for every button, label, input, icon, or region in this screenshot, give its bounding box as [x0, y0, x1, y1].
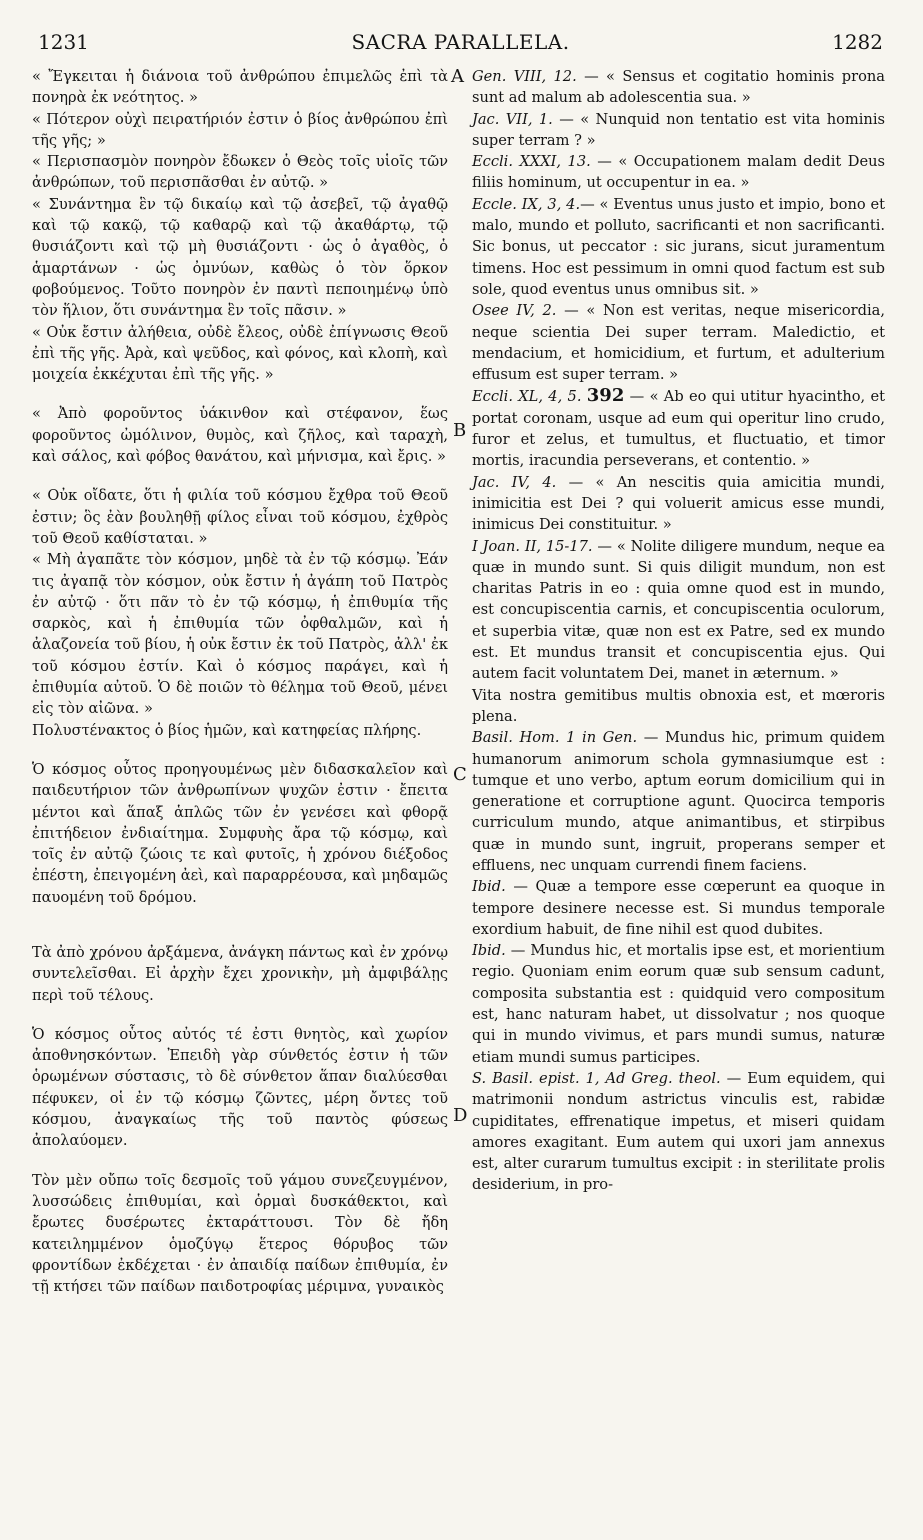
latin-paragraph [472, 109, 885, 152]
greek-paragraph: « Πότερον οὐχὶ πειρατήριόν ἐστιν ὁ βίος ἀνθρώπου ἐπὶ τῆς γῆς; » [32, 110, 448, 149]
page-number-right: 1282 [832, 30, 883, 54]
latin-text: — « Nunquid non tentatio est vita hominis super terram ? » [472, 110, 885, 149]
margin-mark-c: C [453, 764, 467, 785]
latin-text: — Mundus hic, primum quidem humanorum animorum schola gymnasiumque est : tumque et uno verbo, aptum eorum domicilium qui in generatione et corruptione agunt. Quocirca temporis curriculum mundo, atque animantibus, et stirpibus quæ in mundo sunt, ingruit, properans semper et effluens, nec unquam currendi finem faciens. [472, 729, 885, 874]
scripture-reference: Eccle. IX, 3, 4. [472, 195, 581, 213]
greek-column [32, 66, 448, 1297]
latin-paragraph [472, 685, 885, 728]
greek-paragraph: Ὁ κόσμος οὗτος προηγουμένως μὲν διδασκαλεῖον καὶ παιδευτήριον τῶν ἀνθρωπίνων ψυχῶν ἐστιν · ἔπειτα μέντοι καὶ ἅπαξ ἁπλῶς τῶν ἐν γενέσει καὶ φθορᾷ ἐπιτήδειον ἐνδιαίτημα. Συμφυὴς ἄρα τῷ κόσμῳ, καὶ τοῖς ἐν αὐτῷ ζώοις τε καὶ φυτοῖς, ἡ χρόνου διέξοδος ἐπέστη, ἐπειγομένη ἀεὶ, καὶ παραρρέουσα, καὶ μηδαμῶς παυομένη τοῦ δρόμου. [32, 760, 448, 906]
latin-paragraph [472, 300, 885, 385]
greek-paragraph: Τὰ ἀπὸ χρόνου ἀρξάμενα, ἀνάγκη πάντως καὶ ἐν χρόνῳ συντελεῖσθαι. Εἰ ἀρχὴν ἔχει χρονικὴν, μὴ ἀμφιβάλῃς περὶ τοῦ τέλους. [32, 943, 448, 1004]
margin-mark-a: A [451, 66, 464, 87]
scripture-reference: Basil. Hom. 1 in Gen. [472, 729, 638, 747]
scripture-reference: Ibid. [472, 878, 506, 896]
page-header [38, 30, 883, 60]
page-number-left: 1231 [38, 30, 89, 54]
scripture-reference: S. Basil. epist. 1, Ad Greg. theol. [472, 1069, 721, 1087]
latin-paragraph [472, 536, 885, 685]
latin-column [472, 66, 885, 1196]
scripture-reference: Ibid. [472, 942, 506, 960]
latin-text: — « Nolite diligere mundum, neque ea quæ in mundo sunt. Si quis diligit mundum, non est charitas Patris in eo : quia omne quod est in mundo, est concupiscentia carnis, et concupiscentia oculorum, et superbia vitæ, quæ non est ex Patre, sed ex mundo est. Et mundus transit et concupiscentia ejus. Qui autem facit voluntatem Dei, manet in æternum. » [472, 537, 885, 683]
scripture-reference: Gen. VIII, 12. [472, 68, 577, 85]
latin-text: — « Non est veritas, neque misericordia, neque scientia Dei super terram. Maledictio, et mendacium, et homicidium, et furtum, et adulterium effusum est super terram. » [472, 302, 885, 384]
greek-paragraph: « Οὐκ οἴδατε, ὅτι ἡ φιλία τοῦ κόσμου ἔχθρα τοῦ Θεοῦ ἐστιν; ὃς ἐὰν βουληθῇ φίλος εἶναι τοῦ κόσμου, ἐχθρὸς τοῦ Θεοῦ καθίσταται. » [32, 487, 448, 547]
scripture-reference: Osee IV, 2. [472, 302, 557, 320]
greek-paragraph: Πολυστένακτος ὁ βίος ἡμῶν, καὶ κατηφείας πλήρης. [32, 721, 422, 739]
latin-text: — « Ab eo qui utitur hyacintho, et portat coronam, usque ad eum qui operitur lino crudo, furor et zelus, et tumultus, et fluctuatio, et timor mortis, iracundia perseverans, et contentio. » [472, 388, 885, 470]
greek-paragraph: « Μὴ ἀγαπᾶτε τὸν κόσμον, μηδὲ τὰ ἐν τῷ κόσμῳ. Ἐάν τις ἀγαπᾷ τὸν κόσμον, οὐκ ἔστιν ἡ ἀγάπη τοῦ Πατρὸς ἐν αὐτῷ · ὅτι πᾶν τὸ ἐν τῷ κόσμῳ, ἡ ἐπιθυμία τῆς σαρκὸς, καὶ ἡ ἐπιθυμία τῶν ὀφθαλμῶν, καὶ ἡ ἀλαζονεία τοῦ βίου, ἡ οὐκ ἔστιν ἐκ τοῦ Πατρὸς, ἀλλ' ἐκ τοῦ κόσμου ἐστίν. Καὶ ὁ κόσμος παράγει, καὶ ἡ ἐπιθυμία αὐτοῦ. Ὁ δὲ ποιῶν τὸ θέλημα τοῦ Θεοῦ, μένει εἰς τὸν αἰῶνα. » [32, 551, 448, 718]
margin-mark-b: B [453, 420, 467, 441]
latin-paragraph [472, 940, 885, 1068]
latin-text: — « Occupationem malam dedit Deus filiis hominum, ut occupentur in ea. » [472, 153, 885, 192]
latin-paragraph [472, 727, 885, 876]
greek-paragraph: « Ἀπὸ φοροῦντος ὑάκινθον καὶ στέφανον, ἕως φοροῦντος ὠμόλινον, θυμὸς, καὶ ζῆλος, καὶ ταραχὴ, καὶ σάλος, καὶ φόβος θανάτου, καὶ μήνισμα, καὶ ἔρις. » [32, 405, 448, 466]
latin-text: Vita nostra gemitibus multis obnoxia est, et mœroris plena. [472, 686, 885, 725]
column-number: 392 [586, 385, 625, 407]
latin-text: — « An nescitis quia amicitia mundi, inimicitia est Dei ? qui voluerit amicus esse mundi, inimicus Dei constituitur. » [472, 473, 885, 534]
latin-paragraph [472, 151, 885, 194]
latin-text: — Mundus hic, et mortalis ipse est, et morientium regio. Quoniam enim eorum quæ sub sensum cadunt, composita substantia est : quidquid vero compositum est, hanc naturam habet, ut dissolvatur ; nos quoque qui in mundo vivimus, et pars mundi sumus, naturæ etiam mundi sumus participes. [472, 942, 885, 1066]
latin-text: — Eum equidem, qui matrimonii nondum astrictus vinculis est, rabidæ cupiditates, effrenatique impetus, et miseri quidam amores exagitant. Eum autem qui uxori jam annexus est, alter curarum tumultus excipit : in sterilitate prolis desiderium, in pro- [472, 1069, 885, 1194]
latin-paragraph [472, 876, 885, 940]
latin-paragraph [472, 1068, 885, 1196]
latin-text: — Quæ a tempore esse cœperunt ea quoque in tempore desinere necesse est. Si mundus temporale exordium habuit, de fine nihil est quod dubites. [472, 878, 885, 938]
scripture-reference: I Joan. II, 15-17. [472, 537, 593, 555]
greek-paragraph: « Περισπασμὸν πονηρὸν ἔδωκεν ὁ Θεὸς τοῖς υἱοῖς τῶν ἀνθρώπων, τοῦ περισπᾶσθαι ἐν αὐτῷ. » [32, 153, 448, 192]
greek-paragraph: « Οὐκ ἔστιν ἀλήθεια, οὐδὲ ἔλεος, οὐδὲ ἐπίγνωσις Θεοῦ ἐπὶ τῆς γῆς. Ἀρὰ, καὶ ψεῦδος, καὶ φόνος, καὶ κλοπὴ, καὶ μοιχεία ἐκκέχυται ἐπὶ τῆς γῆς. » [32, 323, 448, 384]
latin-text: — « Eventus unus justo et impio, bono et malo, mundo et polluto, sacrificanti et non sacrificanti. Sic bonus, ut peccator : sic jurans, sicut juramentum timens. Hoc est pessimum in omni quod factum est sub sole, quod eventus unus omnibus sit. » [472, 195, 885, 298]
greek-paragraph: « Ἔγκειται ἡ διάνοια τοῦ ἀνθρώπου ἐπιμελῶς ἐπὶ τὰ πονηρὰ ἐκ νεότητος. » [32, 68, 448, 107]
greek-paragraph: Τὸν μὲν οὔπω τοῖς δεσμοῖς τοῦ γάμου συνεζευγμένον, λυσσώδεις ἐπιθυμίαι, καὶ ὁρμαὶ δυσκάθεκτοι, καὶ ἔρωτες δυσέρωτες ἐκταράττουσι. Τὸν δὲ ἤδη κατειλημμένον ὁμοζύγῳ ἕτερος θόρυβος τῶν φροντίδων ἐκδέχεται · ἐν ἀπαιδίᾳ παίδων ἐπιθυμία, ἐν τῇ κτήσει τῶν παίδων παιδοτροφίας μέριμνα, γυναικὸς [32, 1171, 448, 1296]
latin-paragraph [472, 472, 885, 536]
latin-paragraph [472, 66, 885, 109]
latin-paragraph [472, 194, 885, 300]
greek-paragraph: « Συνάντημα ἓν τῷ δικαίῳ καὶ τῷ ἀσεβεῖ, τῷ ἀγαθῷ καὶ τῷ κακῷ, τῷ καθαρῷ καὶ τῷ ἀκαθάρτῳ, τῷ θυσιάζοντι καὶ τῷ μὴ θυσιάζοντι · ὡς ὁ ἀγαθὸς, ὁ ἁμαρτάνων · ὡς ὀμνύων, καθὼς ὁ τὸν ὅρκον φοβούμενος. Τοῦτο πονηρὸν ἐν παντὶ πεποιημένῳ ὑπὸ τὸν ἥλιον, ὅτι συνάντημα ἓν τοῖς πᾶσιν. » [32, 195, 448, 320]
scripture-reference: Jac. IV, 4. [472, 473, 557, 491]
latin-text: — « Sensus et cogitatio hominis prona sunt ad malum ab adolescentia sua. » [472, 68, 885, 107]
scripture-reference: Eccli. XL, 4, 5. [472, 388, 582, 406]
running-title: SACRA PARALLELA. [351, 30, 570, 54]
latin-paragraph [472, 385, 885, 471]
greek-paragraph: Ὁ κόσμος οὗτος αὐτός τέ ἐστι θνητὸς, καὶ χωρίον ἀποθνησκόντων. Ἐπειδὴ γὰρ σύνθετός ἐστιν ἡ τῶν ὁρωμένων σύστασις, τὸ δὲ σύνθετον ἅπαν διαλύεσθαι πέφυκεν, οἱ ἐν τῷ κόσμῳ ζῶντες, μέρη ὄντες τοῦ κόσμου, ἀναγκαίως τῆς τοῦ παντὸς φύσεως ἀπολαύομεν. [32, 1025, 448, 1150]
margin-mark-d: D [453, 1105, 468, 1126]
scripture-reference: Jac. VII, 1. [472, 110, 553, 128]
scripture-reference: Eccli. XXXI, 13. [472, 153, 591, 171]
